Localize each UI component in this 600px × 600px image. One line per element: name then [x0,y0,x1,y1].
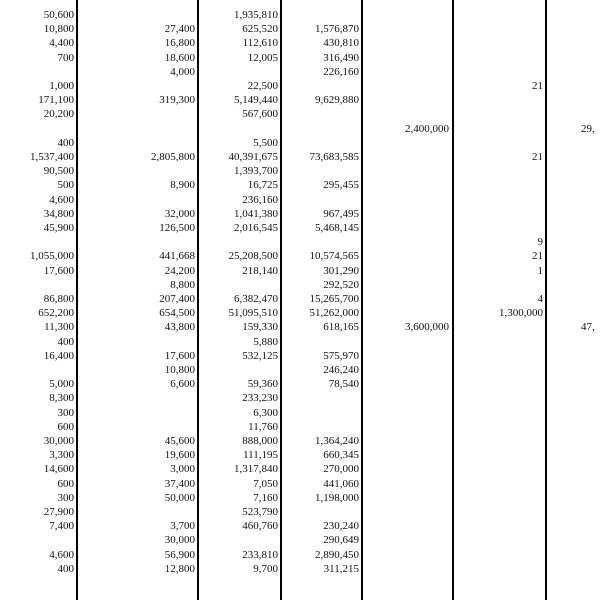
table-cell: 29, [581,122,595,135]
table-cell: 11,300 [44,321,74,334]
table-cell: 90,500 [43,165,74,178]
table-cell: 8,900 [170,179,195,192]
column-rule-1 [76,0,78,600]
table-cell: 171,100 [38,94,74,107]
table-cell: 1,198,000 [315,491,359,504]
table-cell: 12,005 [247,51,278,64]
table-cell: 16,400 [43,349,74,362]
table-cell: 6,600 [170,378,195,391]
table-cell: 47, [581,321,595,334]
table-cell: 246,240 [323,364,359,376]
table-cell: 18,600 [164,51,195,64]
table-cell: 1,300,000 [499,307,543,320]
table-cell: 441,060 [323,477,359,490]
table-cell: 233,810 [242,548,278,561]
table-cell: 7,160 [253,491,278,504]
table-cell: 6,300 [253,406,278,419]
table-cell: 4 [537,293,543,305]
table-cell: 3,700 [170,520,195,533]
table-cell: 14,600 [43,463,74,476]
table-cell: 21 [532,80,543,92]
table-cell: 236,160 [242,193,278,206]
table-cell: 3,600,000 [405,321,449,334]
table-cell: 316,490 [323,51,359,64]
table-cell: 532,125 [242,349,278,362]
table-cell: 24,200 [164,264,195,277]
table-cell: 40,391,675 [228,151,278,163]
table-cell: 218,140 [242,264,278,277]
table-cell: 660,345 [323,449,359,462]
table-cell: 27,900 [43,506,74,518]
table-cell: 400 [57,335,74,348]
table-cell: 7,050 [253,477,278,490]
table-cell: 111,195 [243,449,278,462]
table-cell: 30,000 [164,534,195,547]
table-cell: 17,600 [164,349,195,362]
table-cell: 700 [57,51,74,64]
table-cell: 56,900 [164,548,195,561]
table-cell: 1,317,840 [234,463,278,476]
table-cell: 654,500 [159,307,195,320]
table-cell: 441,668 [159,250,195,263]
table-cell: 6,382,470 [234,293,278,305]
table-cell: 10,800 [164,364,195,376]
table-cell: 1,055,000 [30,250,74,263]
table-cell: 15,265,700 [309,293,359,305]
table-cell: 888,000 [242,435,278,447]
table-cell: 4,000 [170,65,195,78]
column-rule-5 [452,0,454,600]
table-cell: 967,495 [323,207,359,220]
table-cell: 625,520 [242,23,278,36]
table-cell: 27,400 [164,23,195,36]
table-cell: 290,649 [323,534,359,547]
table-cell: 300 [57,491,74,504]
table-cell: 460,760 [242,520,278,533]
table-cell: 43,800 [164,321,195,334]
table-cell: 17,600 [43,264,74,277]
table-cell: 2,805,800 [151,151,195,163]
table-cell: 575,970 [323,349,359,362]
table-cell: 600 [57,477,74,490]
table-cell: 10,574,565 [309,250,359,263]
table-cell: 4,600 [49,193,74,206]
table-cell: 652,200 [38,307,74,320]
table-cell: 1,393,700 [234,165,278,178]
table-cell: 11,760 [248,420,278,433]
table-cell: 73,683,585 [309,151,359,163]
table-cell: 45,900 [43,222,74,234]
table-cell: 86,800 [43,293,74,305]
column-rule-2 [197,0,199,600]
table-cell: 4,600 [49,548,74,561]
table-cell: 1,041,380 [234,207,278,220]
table-cell: 126,500 [159,222,195,234]
table-cell: 311,215 [323,562,359,575]
table-cell: 20,200 [43,108,74,121]
table-cell: 159,330 [242,321,278,334]
table-cell: 21 [532,250,543,263]
table-cell: 4,400 [49,37,74,50]
table-cell: 292,520 [323,278,359,291]
table-cell: 37,400 [164,477,195,490]
table-cell: 5,880 [253,335,278,348]
table-cell: 5,000 [49,378,74,391]
table-cell: 51,262,000 [309,307,359,320]
table-cell: 12,800 [164,562,195,575]
table-cell: 78,540 [328,378,359,391]
table-cell: 21 [532,151,543,163]
table-cell: 5,500 [253,136,278,149]
table-cell: 400 [57,562,74,575]
table-cell: 34,800 [43,207,74,220]
table-cell: 112,610 [242,37,278,50]
table-cell: 51,095,510 [228,307,278,320]
table-cell: 500 [57,179,74,192]
table-cell: 300 [57,406,74,419]
table-cell: 319,300 [159,94,195,107]
table-cell: 50,000 [164,491,195,504]
table-cell: 16,725 [247,179,278,192]
table-cell: 2,890,450 [315,548,359,561]
table-cell: 230,240 [323,520,359,533]
table-cell: 400 [57,136,74,149]
table-cell: 10,800 [43,23,74,36]
table-cell: 50,600 [43,9,74,21]
table-cell: 3,300 [49,449,74,462]
table-cell: 600 [57,420,74,433]
table-cell: 9,700 [253,562,278,575]
column-rule-4 [361,0,363,600]
table-cell: 19,600 [164,449,195,462]
table-cell: 270,000 [323,463,359,476]
table-cell: 1,000 [49,80,74,92]
table-cell: 618,165 [323,321,359,334]
table-cell: 1,935,810 [234,9,278,21]
table-cell: 16,800 [164,37,195,50]
table-cell: 32,000 [164,207,195,220]
table-cell: 2,016,545 [234,222,278,234]
table-cell: 1,364,240 [315,435,359,447]
table-cell: 25,208,500 [228,250,278,263]
table-cell: 1,537,400 [30,151,74,163]
table-cell: 523,790 [242,506,278,518]
table-cell: 295,455 [323,179,359,192]
table-cell: 226,160 [323,65,359,78]
table-cell: 430,810 [323,37,359,50]
table-cell: 207,400 [159,293,195,305]
table-cell: 45,600 [164,435,195,447]
table-cell: 7,400 [49,520,74,533]
table-cell: 1 [537,264,543,277]
table-cell: 9 [537,236,543,249]
column-rule-6 [545,0,547,600]
table-cell: 8,300 [49,392,74,405]
table-cell: 22,500 [247,80,278,92]
table-cell: 2,400,000 [405,122,449,135]
table-cell: 30,000 [43,435,74,447]
table-cell: 9,629,880 [315,94,359,107]
table-cell: 5,149,440 [234,94,278,107]
table-cell: 8,800 [170,278,195,291]
table-cell: 5,468,145 [315,222,359,234]
table-cell: 301,290 [323,264,359,277]
table-cell: 567,600 [242,108,278,121]
column-rule-3 [280,0,282,600]
table-cell: 59,360 [247,378,278,391]
table-cell: 1,576,870 [315,23,359,36]
table-cell: 233,230 [242,392,278,405]
table-cell: 3,000 [170,463,195,476]
